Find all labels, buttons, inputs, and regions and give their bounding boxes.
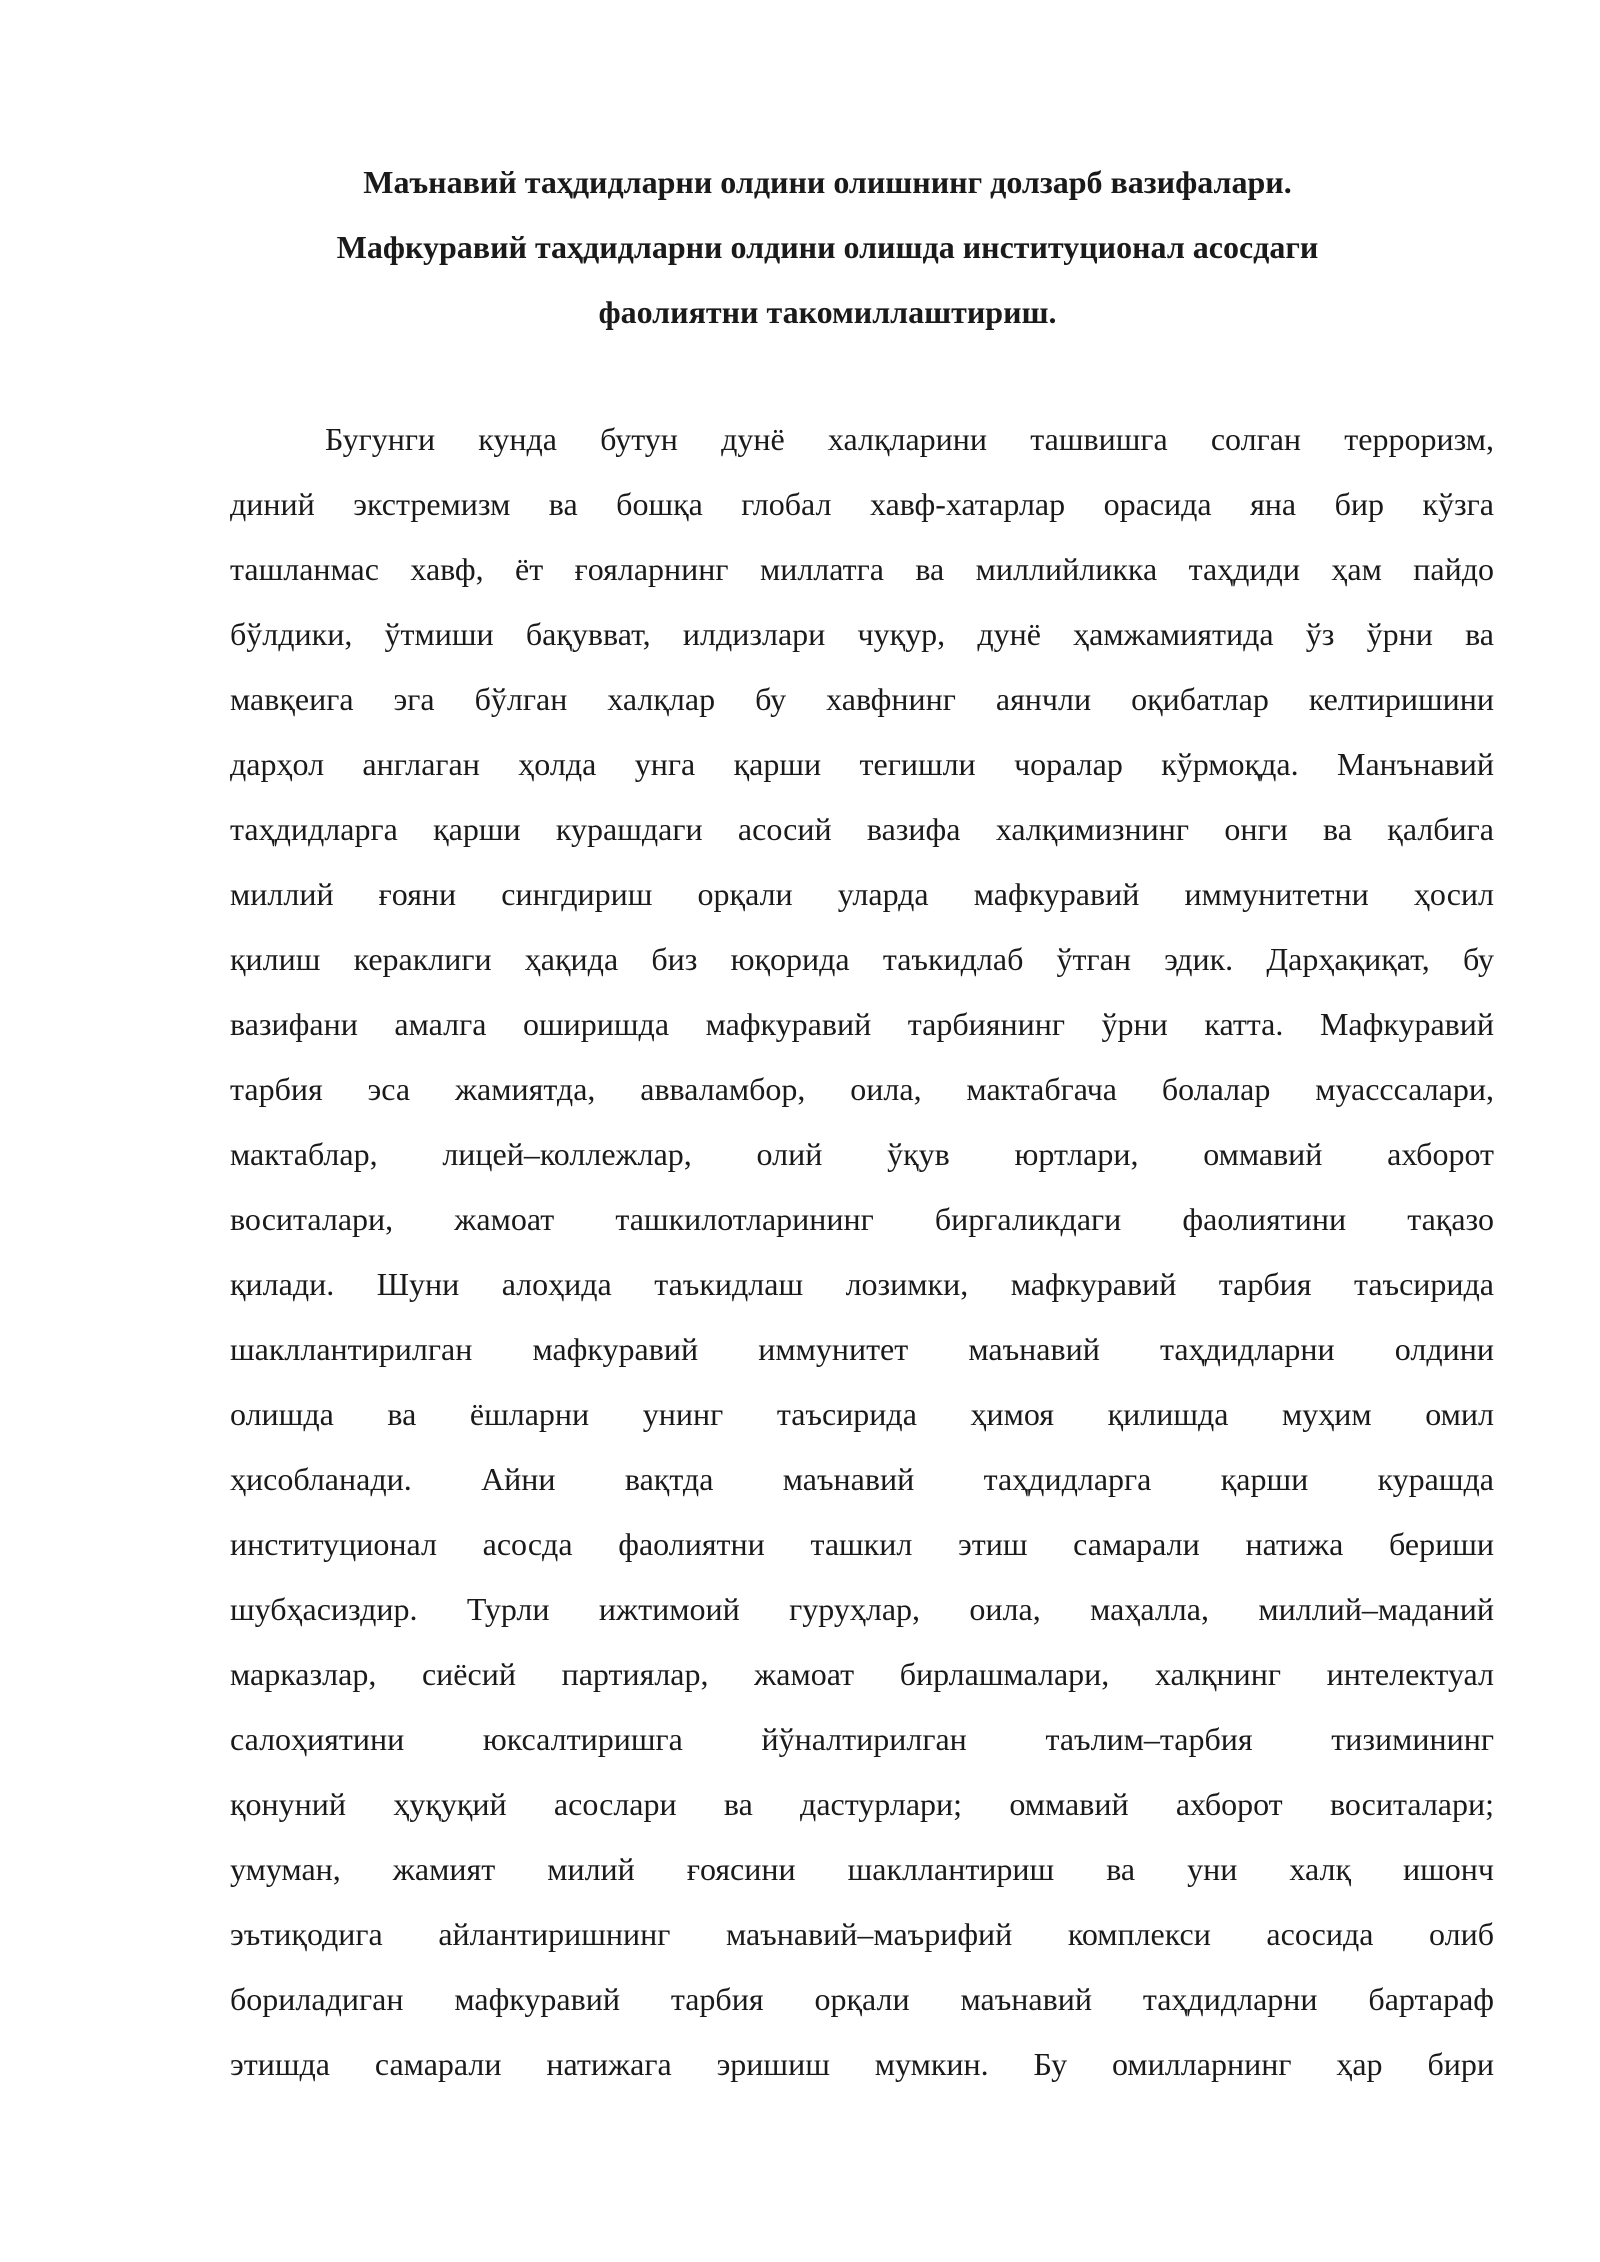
paragraph-line: воситалари, жамоат ташкилотларининг биргаликдаги фаолиятини тақазо [230,1201,1494,1237]
paragraph-line: этишда самарали натижага эришиш мумкин. Бу омилларнинг ҳар бири [230,2046,1494,2082]
paragraph-line: қилади. Шуни алоҳида таъкидлаш лозимки, мафкуравий тарбия таъсирида [230,1266,1494,1302]
paragraph-line: бўлдики, ўтмиши бақувват, илдизлари чуқур, дунё ҳамжамиятида ўз ўрни ва [230,616,1494,652]
paragraph-line: таҳдидларга қарши курашдаги асосий вазифа халқимизнинг онги ва қалбига [230,811,1494,847]
paragraph-line: шубҳасиздир. Турли ижтимоий гуруҳлар, оила, маҳалла, миллий–маданий [230,1591,1494,1627]
paragraph-line: марказлар, сиёсий партиялар, жамоат бирлашмалари, халқнинг интелектуал [230,1656,1494,1692]
body-paragraph [230,407,1494,2097]
paragraph-line: қонуний ҳуқуқий асослари ва дастурлари; оммавий ахборот воситалари; [230,1786,1494,1822]
paragraph-line: ташланмас хавф, ёт ғояларнинг миллатга ва миллийликка таҳдиди ҳам пайдо [230,551,1494,587]
paragraph-line: дарҳол англаган ҳолда унга қарши тегишли чоралар кўрмоқда. Манънавий [230,746,1494,782]
paragraph-line: қилиш кераклиги ҳақида биз юқорида таъкидлаб ўтган эдик. Дарҳақиқат, бу [230,941,1494,977]
paragraph-line: вазифани амалга оширишда мафкуравий тарбиянинг ўрни катта. Мафкуравий [230,1006,1494,1042]
paragraph-line: шакллантирилган мафкуравий иммунитет маънавий таҳдидларни олдини [230,1331,1494,1367]
paragraph-line: умуман, жамият милий ғоясини шакллантириш ва уни халқ ишонч [230,1851,1494,1887]
paragraph-line: салоҳиятини юксалтиришга йўналтирилган таълим–тарбия тизимининг [230,1721,1494,1757]
title-line: фаолиятни такомиллаштириш. [598,294,1057,330]
document-title [230,150,1425,345]
paragraph-line: ҳисобланади. Айни вақтда маънавий таҳдидларга қарши курашда [230,1461,1494,1497]
paragraph-line: олишда ва ёшларни унинг таъсирида ҳимоя қилишда муҳим омил [230,1396,1494,1432]
title-line: Маънавий таҳдидларни олдини олишнинг долзарб вазифалари. [363,164,1292,200]
paragraph-line: мавқеига эга бўлган халқлар бу хавфнинг аянчли оқибатлар келтиришини [230,681,1494,717]
paragraph-line: эътиқодига айлантиришнинг маънавий–маърифий комплекси асосида олиб [230,1916,1494,1952]
paragraph-line: миллий ғояни сингдириш орқали уларда мафкуравий иммунитетни ҳосил [230,876,1494,912]
paragraph-line: Бугунги кунда бутун дунё халқларини ташвишга солган терроризм, [325,421,1494,457]
paragraph-line: институционал асосда фаолиятни ташкил этиш самарали натижа бериши [230,1526,1494,1562]
paragraph-line: тарбия эса жамиятда, авваламбор, оила, мактабгача болалар муасссалари, [230,1071,1494,1107]
paragraph-line: бориладиган мафкуравий тарбия орқали маънавий таҳдидларни бартараф [230,1981,1494,2017]
title-line: Мафкуравий таҳдидларни олдини олишда институционал асосдаги [336,229,1319,265]
paragraph-line: мактаблар, лицей–коллежлар, олий ўқув юртлари, оммавий ахборот [230,1136,1494,1172]
paragraph-line: диний экстремизм ва бошқа глобал хавф-хатарлар орасида яна бир кўзга [230,486,1494,522]
